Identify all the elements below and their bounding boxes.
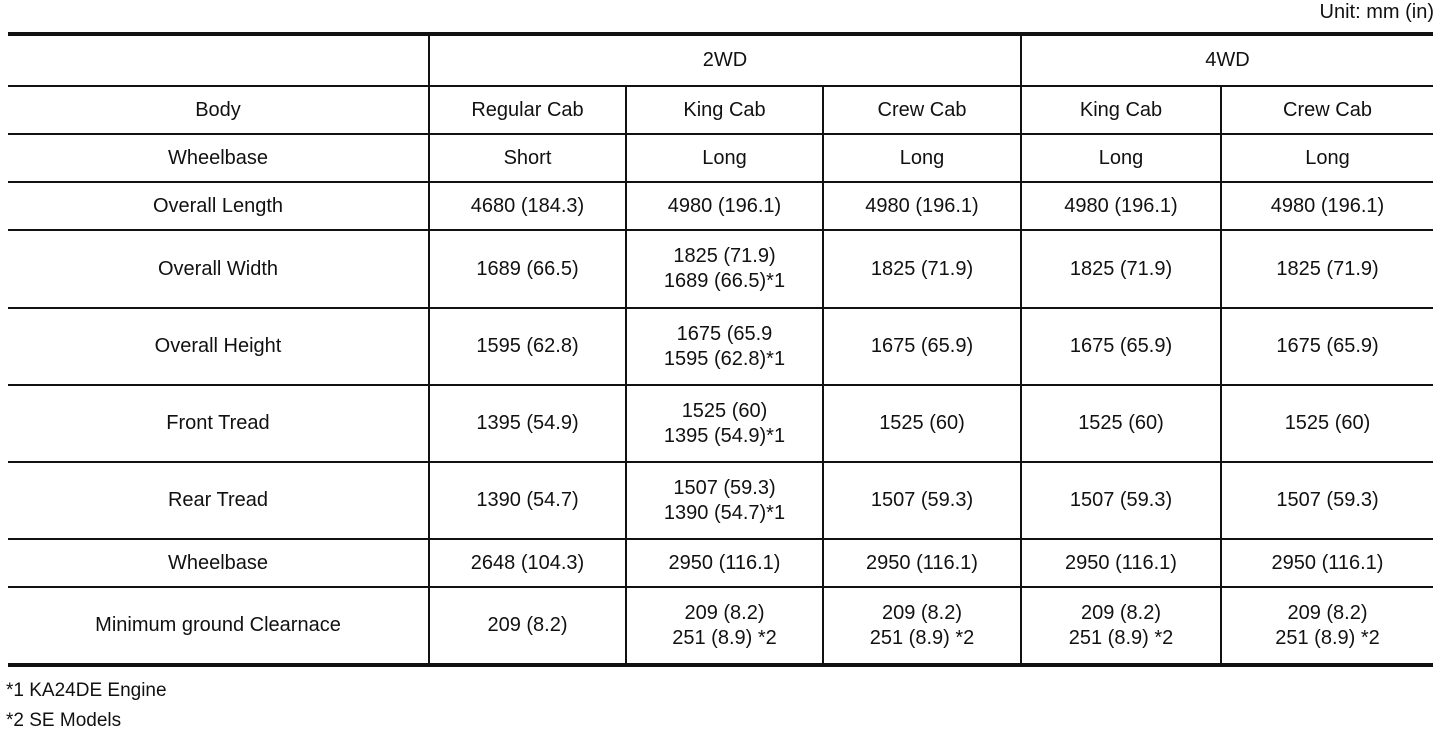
header-4wd: 4WD	[1021, 34, 1433, 86]
table-cell: 1507 (59.3)	[823, 462, 1021, 539]
cell-value: 1675 (65.9	[676, 322, 773, 345]
table-cell: 1675 (65.9)	[1221, 308, 1433, 385]
table-row	[8, 587, 1433, 665]
table-cell: 1675 (65.9)	[1021, 308, 1221, 385]
table-cell	[1221, 587, 1433, 665]
table-cell: 2950 (116.1)	[823, 539, 1021, 587]
table-cell: 1507 (59.3)	[1021, 462, 1221, 539]
table-cell: 4980 (196.1)	[1221, 182, 1433, 230]
table-cell: 1595 (62.8)	[429, 308, 626, 385]
row-label-overall-length: Overall Length	[8, 182, 429, 230]
row-label-wheelbase-type: Wheelbase	[8, 134, 429, 182]
table-row	[8, 230, 1433, 308]
row-label-wheelbase: Wheelbase	[8, 539, 429, 587]
table-row	[8, 385, 1433, 462]
table-cell: 4980 (196.1)	[823, 182, 1021, 230]
table-cell: 4980 (196.1)	[1021, 182, 1221, 230]
table-cell: 209 (8.2)	[429, 587, 626, 665]
cell-value-alt: 1390 (54.7)*1	[663, 501, 786, 524]
header-2wd: 2WD	[429, 34, 1021, 86]
table-cell: Long	[1021, 134, 1221, 182]
table-cell: 2950 (116.1)	[1221, 539, 1433, 587]
table-row	[8, 182, 1433, 230]
table-cell: Crew Cab	[823, 86, 1021, 134]
table-cell: 1525 (60)	[1221, 385, 1433, 462]
table-cell: 1825 (71.9)	[1021, 230, 1221, 308]
table-cell	[626, 462, 823, 539]
footnotes	[6, 676, 167, 736]
table-cell: 4680 (184.3)	[429, 182, 626, 230]
row-label-rear-tread: Rear Tread	[8, 462, 429, 539]
table-cell: 1675 (65.9)	[823, 308, 1021, 385]
table-row	[8, 462, 1433, 539]
table-cell	[626, 230, 823, 308]
table-cell: Short	[429, 134, 626, 182]
cell-value: 1825 (71.9)	[673, 245, 776, 267]
row-label-body: Body	[8, 86, 429, 134]
cell-value: 209 (8.2)	[881, 601, 963, 624]
cell-value-alt: 251 (8.9) *2	[1068, 626, 1174, 649]
cell-value: 209 (8.2)	[684, 601, 765, 624]
cell-value-alt: 1595 (62.8)*1	[663, 347, 786, 370]
table-cell: 4980 (196.1)	[626, 182, 823, 230]
cell-value-alt: 251 (8.9) *2	[869, 626, 975, 649]
table-cell: 1825 (71.9)	[1221, 230, 1433, 308]
table-cell: 2950 (116.1)	[1021, 539, 1221, 587]
cell-value-alt: 251 (8.9) *2	[1275, 626, 1380, 649]
row-label-overall-height: Overall Height	[8, 308, 429, 385]
table-cell: 1507 (59.3)	[1221, 462, 1433, 539]
table-cell: 1825 (71.9)	[823, 230, 1021, 308]
table-cell: Long	[823, 134, 1021, 182]
table-cell: King Cab	[1021, 86, 1221, 134]
row-label-overall-width: Overall Width	[8, 230, 429, 308]
header-corner-cell	[8, 34, 429, 86]
table-cell	[1021, 587, 1221, 665]
cell-value: 1525 (60)	[681, 399, 768, 422]
cell-value-alt: 1689 (66.5)*1	[663, 270, 786, 292]
row-label-front-tread: Front Tread	[8, 385, 429, 462]
cell-value: 209 (8.2)	[1287, 601, 1368, 624]
row-label-ground-clearance: Minimum ground Clearnace	[8, 587, 429, 665]
table-cell: Regular Cab	[429, 86, 626, 134]
table-cell: 1689 (66.5)	[429, 230, 626, 308]
footnote-2: *2 SE Models	[6, 710, 122, 731]
unit-label: Unit: mm (in)	[1319, 1, 1434, 23]
table-row	[8, 308, 1433, 385]
table-cell	[823, 587, 1021, 665]
table-cell: Crew Cab	[1221, 86, 1433, 134]
table-row	[8, 539, 1433, 587]
dimensions-table	[8, 32, 1433, 667]
drive-header-row	[8, 34, 1433, 86]
table-row	[8, 86, 1433, 134]
table-cell: Long	[1221, 134, 1433, 182]
table-cell	[626, 385, 823, 462]
table-row	[8, 134, 1433, 182]
table-cell: Long	[626, 134, 823, 182]
table-cell: 1525 (60)	[823, 385, 1021, 462]
cell-value: 1507 (59.3)	[673, 476, 776, 499]
table-cell: King Cab	[626, 86, 823, 134]
cell-value-alt: 251 (8.9) *2	[672, 626, 777, 649]
table-cell: 1390 (54.7)	[429, 462, 626, 539]
table-cell: 2950 (116.1)	[626, 539, 823, 587]
table-cell: 1395 (54.9)	[429, 385, 626, 462]
footnote-1: *1 KA24DE Engine	[6, 680, 167, 701]
cell-value: 209 (8.2)	[1080, 601, 1162, 624]
table-cell	[626, 587, 823, 665]
table-cell	[626, 308, 823, 385]
cell-value-alt: 1395 (54.9)*1	[663, 424, 786, 447]
table-cell: 1525 (60)	[1021, 385, 1221, 462]
table-cell: 2648 (104.3)	[429, 539, 626, 587]
